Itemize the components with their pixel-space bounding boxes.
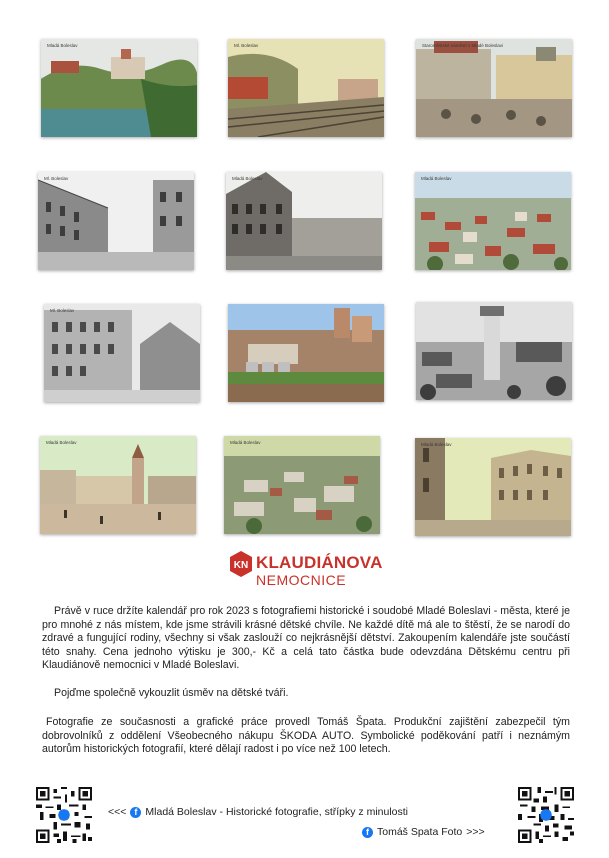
photo-caption: Mladá Boleslav [421, 442, 452, 447]
intro-paragraph: Právě v ruce držíte kalendář pro rok 2023 s fotografiemi historické i soudobé Mladé Boleslavi - města, které je pro mnohé z nás místem, kde jsme strávili krásné dětské chvíle. Ne každé dítě má ale to štěstí, že se narodí do zdravé a fungující rodiny, všechny si však zaslouží co nejkrásnější dětství. Zakoupením kalendáře jste součástí této snahy. Cena jednoho výtisku je 300,- Kč a celá tato částka bude odevzdána Dětskému centru při Klaudiánově nemocnici v Mladé Boleslavi. [42, 605, 570, 672]
photo-caption: Mladá Boleslav [46, 440, 77, 445]
photo-town-panorama [415, 172, 571, 270]
photo-caption: Mladá Boleslav [421, 176, 452, 181]
photo-caption: Mladá Boleslav [47, 43, 78, 48]
photo-grid [38, 36, 575, 536]
facebook-link-history-text: Mladá Boleslav - Historické fotografie, střípky z minulosti [145, 806, 408, 818]
photo-caption: Ml. Boleslav [50, 308, 75, 313]
facebook-icon: f [130, 807, 141, 818]
photo-caption: Ml. Boleslav [234, 43, 259, 48]
photo-railway-station [228, 39, 384, 137]
prev-arrows: <<< [108, 806, 127, 818]
photo-tower-town [416, 302, 572, 400]
photo-castle-river [41, 39, 197, 137]
qr-code-right[interactable] [518, 787, 574, 843]
photo-aerial-city [224, 436, 380, 534]
kn-logo-icon [230, 551, 252, 577]
qr-code-left[interactable] [36, 787, 92, 843]
logo-name-line2: NEMOCNICE [256, 572, 347, 588]
photo-street-buildings [38, 172, 194, 270]
photo-square-church [40, 436, 196, 534]
photo-corner-house [226, 172, 382, 270]
facebook-link-history[interactable] [108, 806, 408, 818]
photo-caption: Ml. Boleslav [44, 176, 69, 181]
facebook-link-photographer[interactable] [358, 826, 485, 838]
facebook-link-photographer-text: Tomáš Spata Foto [377, 826, 463, 838]
photo-street-avenue [415, 438, 571, 536]
photo-square-cafe [416, 39, 572, 137]
credits-paragraph: Fotografie ze současnosti a grafické práce provedl Tomáš Špata. Produkční zajištění zabezpečil tým dobrovolníků z oddělení Všeobecného nákupu ŠKODA AUTO. Symbolické poděkování patří i neznámým autorům historických fotografií, které dělají radost i po více než 100 letech. [42, 716, 570, 756]
photo-school-building [44, 304, 200, 402]
photo-caption: Staroměstské náměstí v Mladé Boleslavi [422, 43, 504, 48]
motto-paragraph: Pojďme společně vykouzlit úsměv na dětské tváři. [54, 687, 289, 699]
photo-caption: Mladá Boleslav [230, 440, 261, 445]
logo-mark-text: KN [233, 560, 249, 571]
facebook-icon: f [362, 827, 373, 838]
photo-caption: Mladá Boleslav [232, 176, 263, 181]
hospital-logo [230, 551, 390, 591]
next-arrows: >>> [466, 826, 485, 838]
logo-name-line1: KLAUDIÁNOVA [256, 553, 383, 572]
photo-industrial-view [228, 304, 384, 402]
